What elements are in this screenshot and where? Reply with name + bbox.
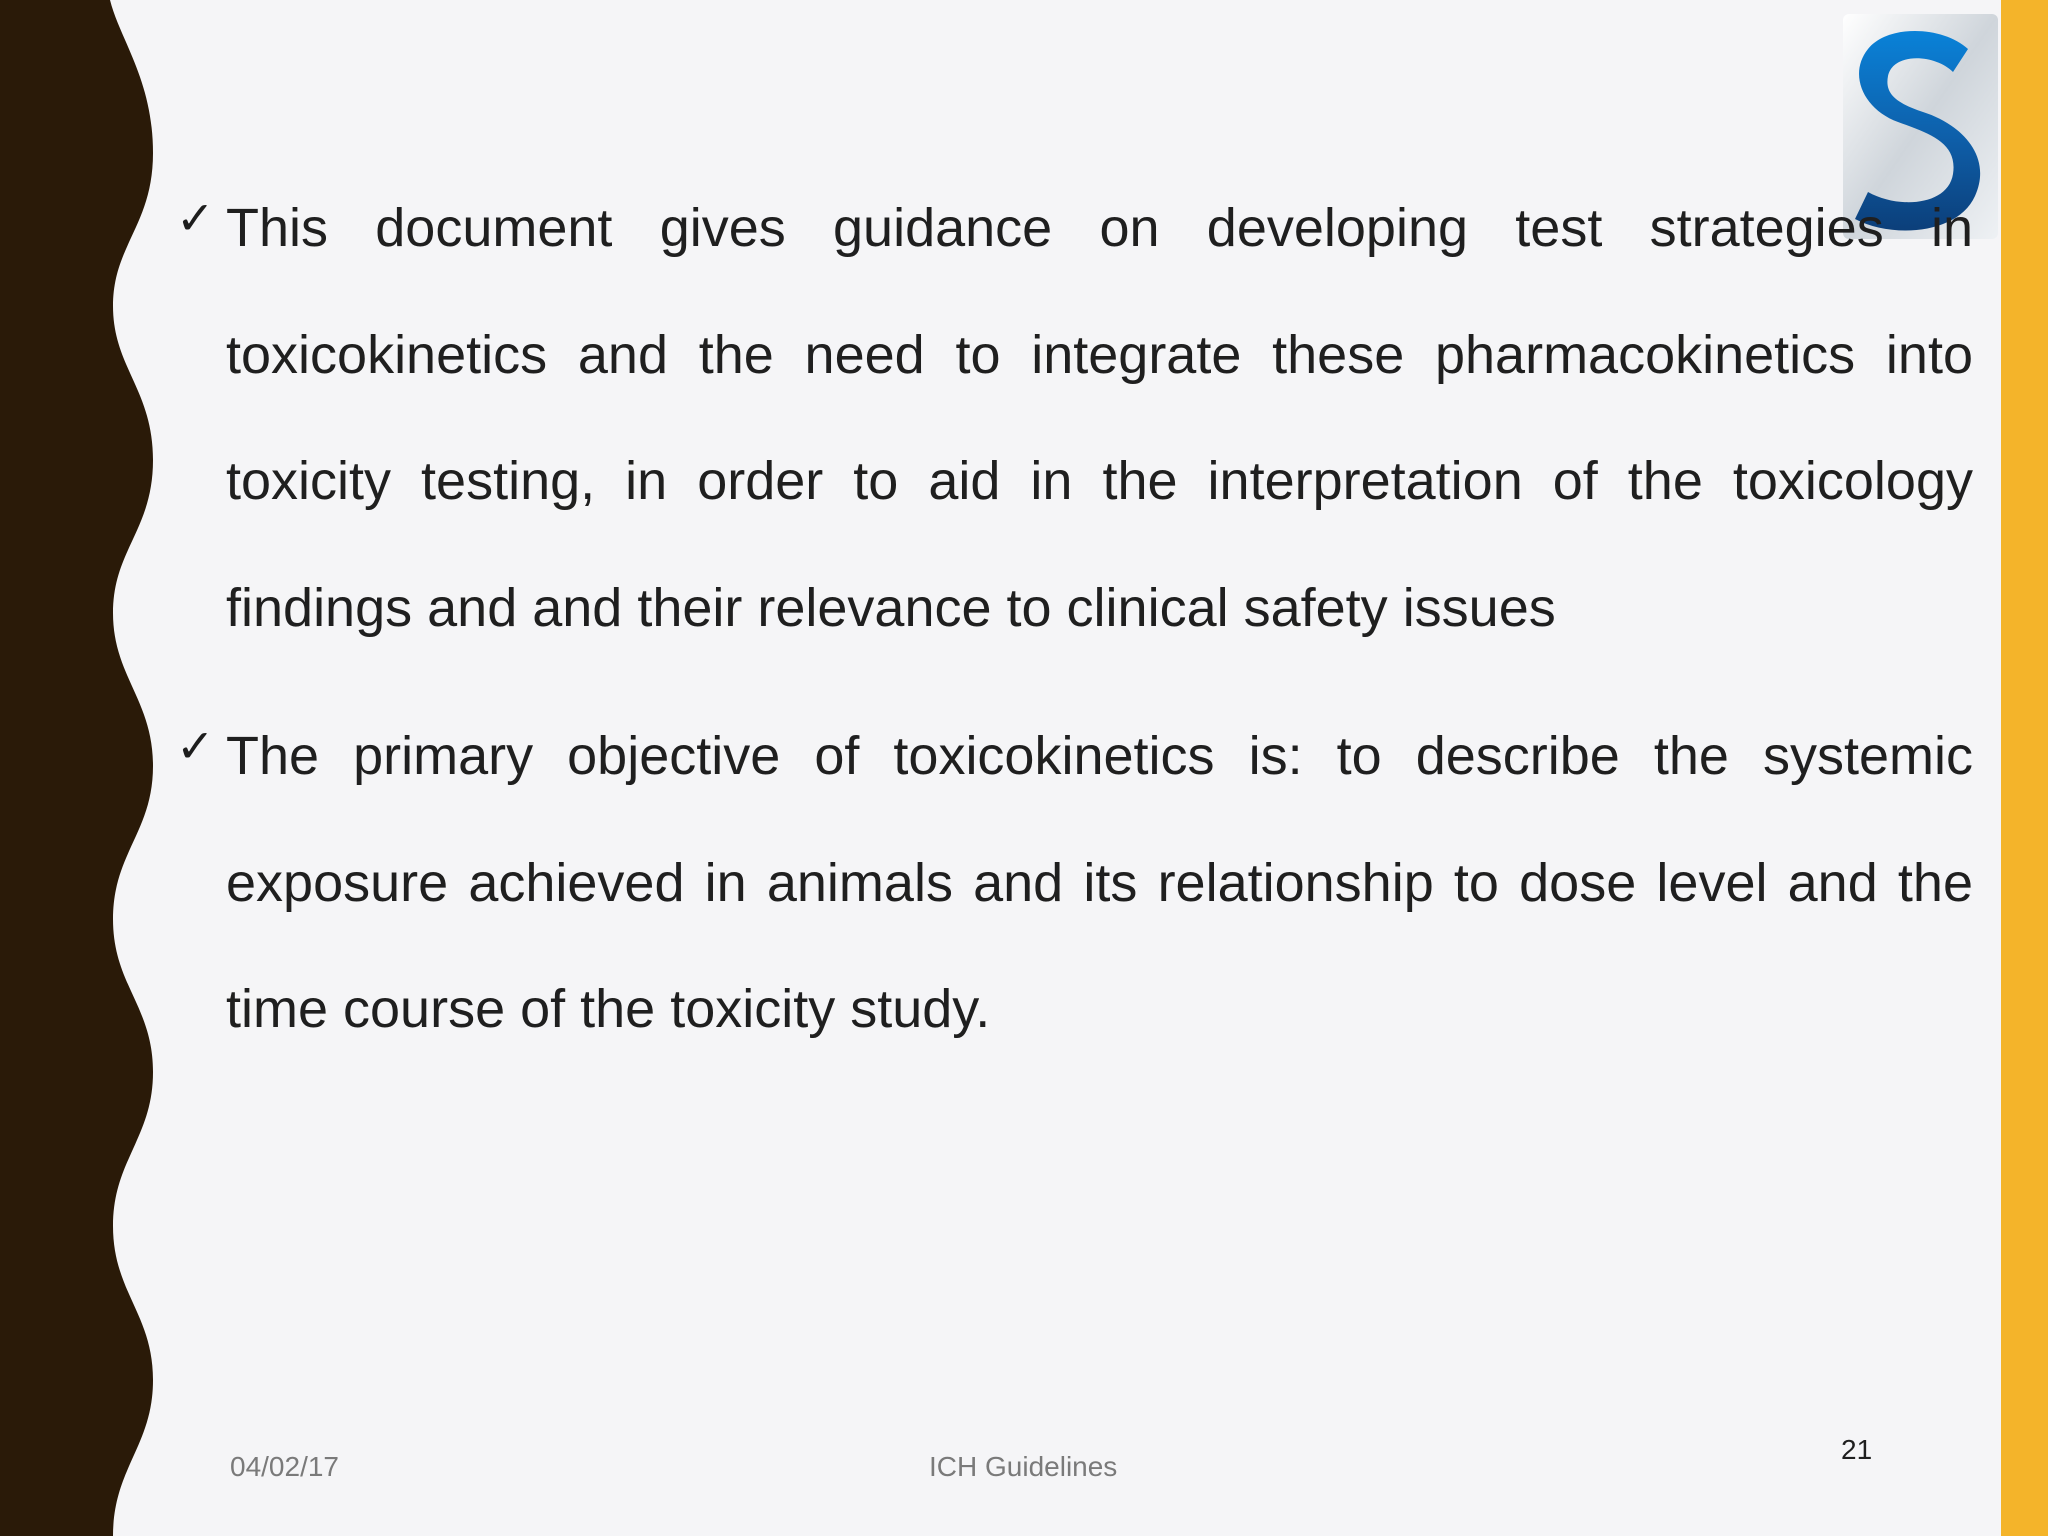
left-wave-border (0, 0, 160, 1536)
footer-date: 04/02/17 (230, 1451, 339, 1482)
bullet-item-1 (176, 165, 1973, 671)
bullet-text-1: This document gives guidance on developing test strategies in toxicokinetics and the need to integrate these pharmacokinetics into toxicity testing, in order to aid in the interpretation of the toxicology findings and and their relevance to clinical safety issues (226, 198, 1973, 638)
checkmark-icon: ✓ (176, 191, 215, 245)
page-number: 21 (1841, 1434, 1873, 1465)
bullet-item-2 (176, 693, 1973, 1073)
checkmark-icon: ✓ (176, 719, 215, 773)
wave-shape (0, 0, 153, 1536)
bullet-text-2: The primary objective of toxicokinetics is: to describe the systemic exposure achieved in animals and its relationship to dose level and the time course of the toxicity study. (226, 726, 1973, 1039)
footer-title: ICH Guidelines (929, 1451, 1118, 1482)
right-accent-stripe (2001, 0, 2048, 1536)
